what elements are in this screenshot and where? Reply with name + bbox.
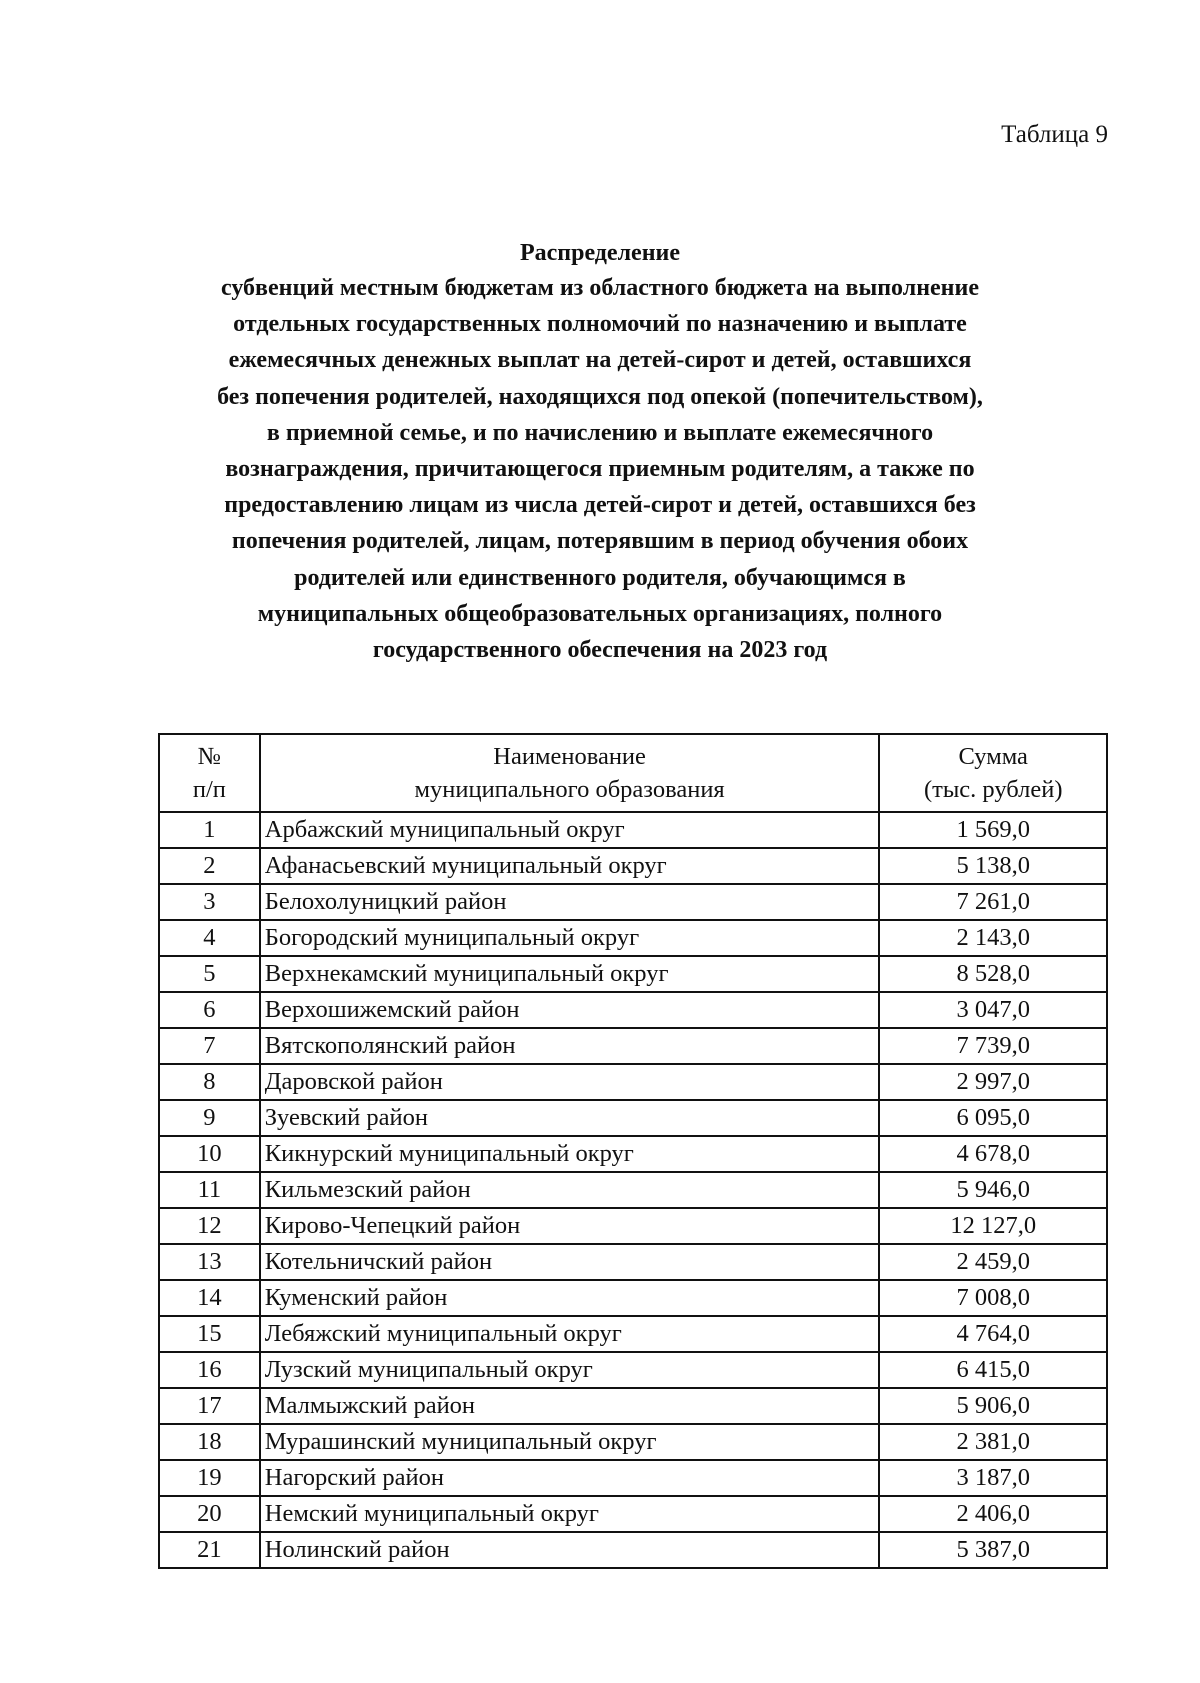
row-municipality: Арбажский муниципальный округ <box>260 812 880 848</box>
row-number: 19 <box>159 1460 260 1496</box>
row-amount: 5 906,0 <box>879 1388 1107 1424</box>
document-subtitle-line: ежемесячных денежных выплат на детей-сирот и детей, оставшихся <box>228 347 972 374</box>
row-number: 11 <box>159 1172 260 1208</box>
row-municipality: Кикнурский муниципальный округ <box>260 1136 880 1172</box>
table-row <box>159 1352 1107 1388</box>
document-subtitle-line: предоставлению лицам из числа детей-сирот и детей, оставшихся без <box>224 492 976 519</box>
row-municipality: Даровской район <box>260 1064 880 1100</box>
row-municipality: Кильмезский район <box>260 1172 880 1208</box>
row-municipality: Мурашинский муниципальный округ <box>260 1424 880 1460</box>
distribution-table <box>158 733 1108 1569</box>
document-subtitle-line: муниципальных общеобразовательных организациях, полного <box>257 600 943 627</box>
row-municipality: Нагорский район <box>260 1460 880 1496</box>
row-number: 5 <box>159 956 260 992</box>
table-row <box>159 1532 1107 1568</box>
row-municipality: Котельничский район <box>260 1244 880 1280</box>
row-municipality: Кирово-Чепецкий район <box>260 1208 880 1244</box>
table-row <box>159 1064 1107 1100</box>
row-amount: 6 415,0 <box>879 1352 1107 1388</box>
row-number: 14 <box>159 1280 260 1316</box>
row-amount: 2 381,0 <box>879 1424 1107 1460</box>
table-row <box>159 992 1107 1028</box>
table-row <box>159 1424 1107 1460</box>
row-number: 12 <box>159 1208 260 1244</box>
row-number: 13 <box>159 1244 260 1280</box>
header-number-line: № <box>197 743 222 770</box>
row-amount: 12 127,0 <box>879 1208 1107 1244</box>
row-municipality: Немский муниципальный округ <box>260 1496 880 1532</box>
document-subtitle-line: в приемной семье, и по начислению и выплате ежемесячного <box>266 419 934 446</box>
row-number: 4 <box>159 920 260 956</box>
table-row <box>159 920 1107 956</box>
row-number: 15 <box>159 1316 260 1352</box>
header-sum-line: Сумма <box>958 743 1028 770</box>
row-amount: 8 528,0 <box>879 956 1107 992</box>
header-sum-line: (тыс. рублей) <box>923 776 1063 803</box>
document-subtitle-line: без попечения родителей, находящихся под опекой (попечительством), <box>217 383 983 410</box>
row-number: 6 <box>159 992 260 1028</box>
row-amount: 7 739,0 <box>879 1028 1107 1064</box>
row-number: 21 <box>159 1532 260 1568</box>
row-amount: 6 095,0 <box>879 1100 1107 1136</box>
row-municipality: Верхнекамский муниципальный округ <box>260 956 880 992</box>
table-row <box>159 1100 1107 1136</box>
row-number: 2 <box>159 848 260 884</box>
row-municipality: Куменский район <box>260 1280 880 1316</box>
row-amount: 7 008,0 <box>879 1280 1107 1316</box>
row-municipality: Зуевский район <box>260 1100 880 1136</box>
header-sum <box>879 734 1107 812</box>
table-row <box>159 884 1107 920</box>
document-subtitle-line: субвенций местным бюджетам из областного бюджета на выполнение <box>220 275 979 301</box>
row-number: 18 <box>159 1424 260 1460</box>
table-row <box>159 1136 1107 1172</box>
row-municipality: Верхошижемский район <box>260 992 880 1028</box>
document-subtitle-line: родителей или единственного родителя, обучающимся в <box>294 564 906 591</box>
row-number: 8 <box>159 1064 260 1100</box>
row-amount: 2 459,0 <box>879 1244 1107 1280</box>
table-row <box>159 1316 1107 1352</box>
document-subtitle-line: вознаграждения, причитающегося приемным родителям, а также по <box>225 456 975 483</box>
table-row <box>159 1028 1107 1064</box>
table-row <box>159 1280 1107 1316</box>
row-amount: 1 569,0 <box>879 812 1107 848</box>
row-amount: 3 187,0 <box>879 1460 1107 1496</box>
row-municipality: Малмыжский район <box>260 1388 880 1424</box>
row-number: 20 <box>159 1496 260 1532</box>
table-header-row <box>159 734 1107 812</box>
row-number: 17 <box>159 1388 260 1424</box>
row-amount: 2 143,0 <box>879 920 1107 956</box>
document-subtitle-line: государственного обеспечения на 2023 год <box>372 637 828 664</box>
table-row <box>159 1388 1107 1424</box>
document-title: Распределение <box>519 240 681 266</box>
row-amount: 3 047,0 <box>879 992 1107 1028</box>
table-row <box>159 848 1107 884</box>
row-municipality: Вятскополянский район <box>260 1028 880 1064</box>
row-amount: 2 406,0 <box>879 1496 1107 1532</box>
table-row <box>159 956 1107 992</box>
row-amount: 5 387,0 <box>879 1532 1107 1568</box>
table-row <box>159 1496 1107 1532</box>
header-number-line: п/п <box>192 776 226 803</box>
header-name-line: муниципального образования <box>414 776 725 803</box>
row-amount: 5 946,0 <box>879 1172 1107 1208</box>
row-amount: 2 997,0 <box>879 1064 1107 1100</box>
row-municipality: Лебяжский муниципальный округ <box>260 1316 880 1352</box>
row-municipality: Нолинский район <box>260 1532 880 1568</box>
row-municipality: Лузский муниципальный округ <box>260 1352 880 1388</box>
row-municipality: Богородский муниципальный округ <box>260 920 880 956</box>
table-row <box>159 1244 1107 1280</box>
document-heading <box>150 236 1050 668</box>
row-municipality: Белохолуницкий район <box>260 884 880 920</box>
row-amount: 4 764,0 <box>879 1316 1107 1352</box>
row-number: 10 <box>159 1136 260 1172</box>
row-amount: 4 678,0 <box>879 1136 1107 1172</box>
table-row <box>159 812 1107 848</box>
row-number: 9 <box>159 1100 260 1136</box>
document-subtitle-line: отдельных государственных полномочий по назначению и выплате <box>233 311 967 338</box>
row-municipality: Афанасьевский муниципальный округ <box>260 848 880 884</box>
document-subtitle-line: попечения родителей, лицам, потерявшим в период обучения обоих <box>231 528 969 555</box>
row-amount: 5 138,0 <box>879 848 1107 884</box>
row-number: 7 <box>159 1028 260 1064</box>
table-row <box>159 1172 1107 1208</box>
row-number: 3 <box>159 884 260 920</box>
header-number <box>159 734 260 812</box>
row-number: 16 <box>159 1352 260 1388</box>
header-name <box>260 734 880 812</box>
row-number: 1 <box>159 812 260 848</box>
table-row <box>159 1208 1107 1244</box>
row-amount: 7 261,0 <box>879 884 1107 920</box>
table-row <box>159 1460 1107 1496</box>
table-number-label: Таблица 9 <box>1001 121 1108 148</box>
header-name-line: Наименование <box>493 743 646 770</box>
